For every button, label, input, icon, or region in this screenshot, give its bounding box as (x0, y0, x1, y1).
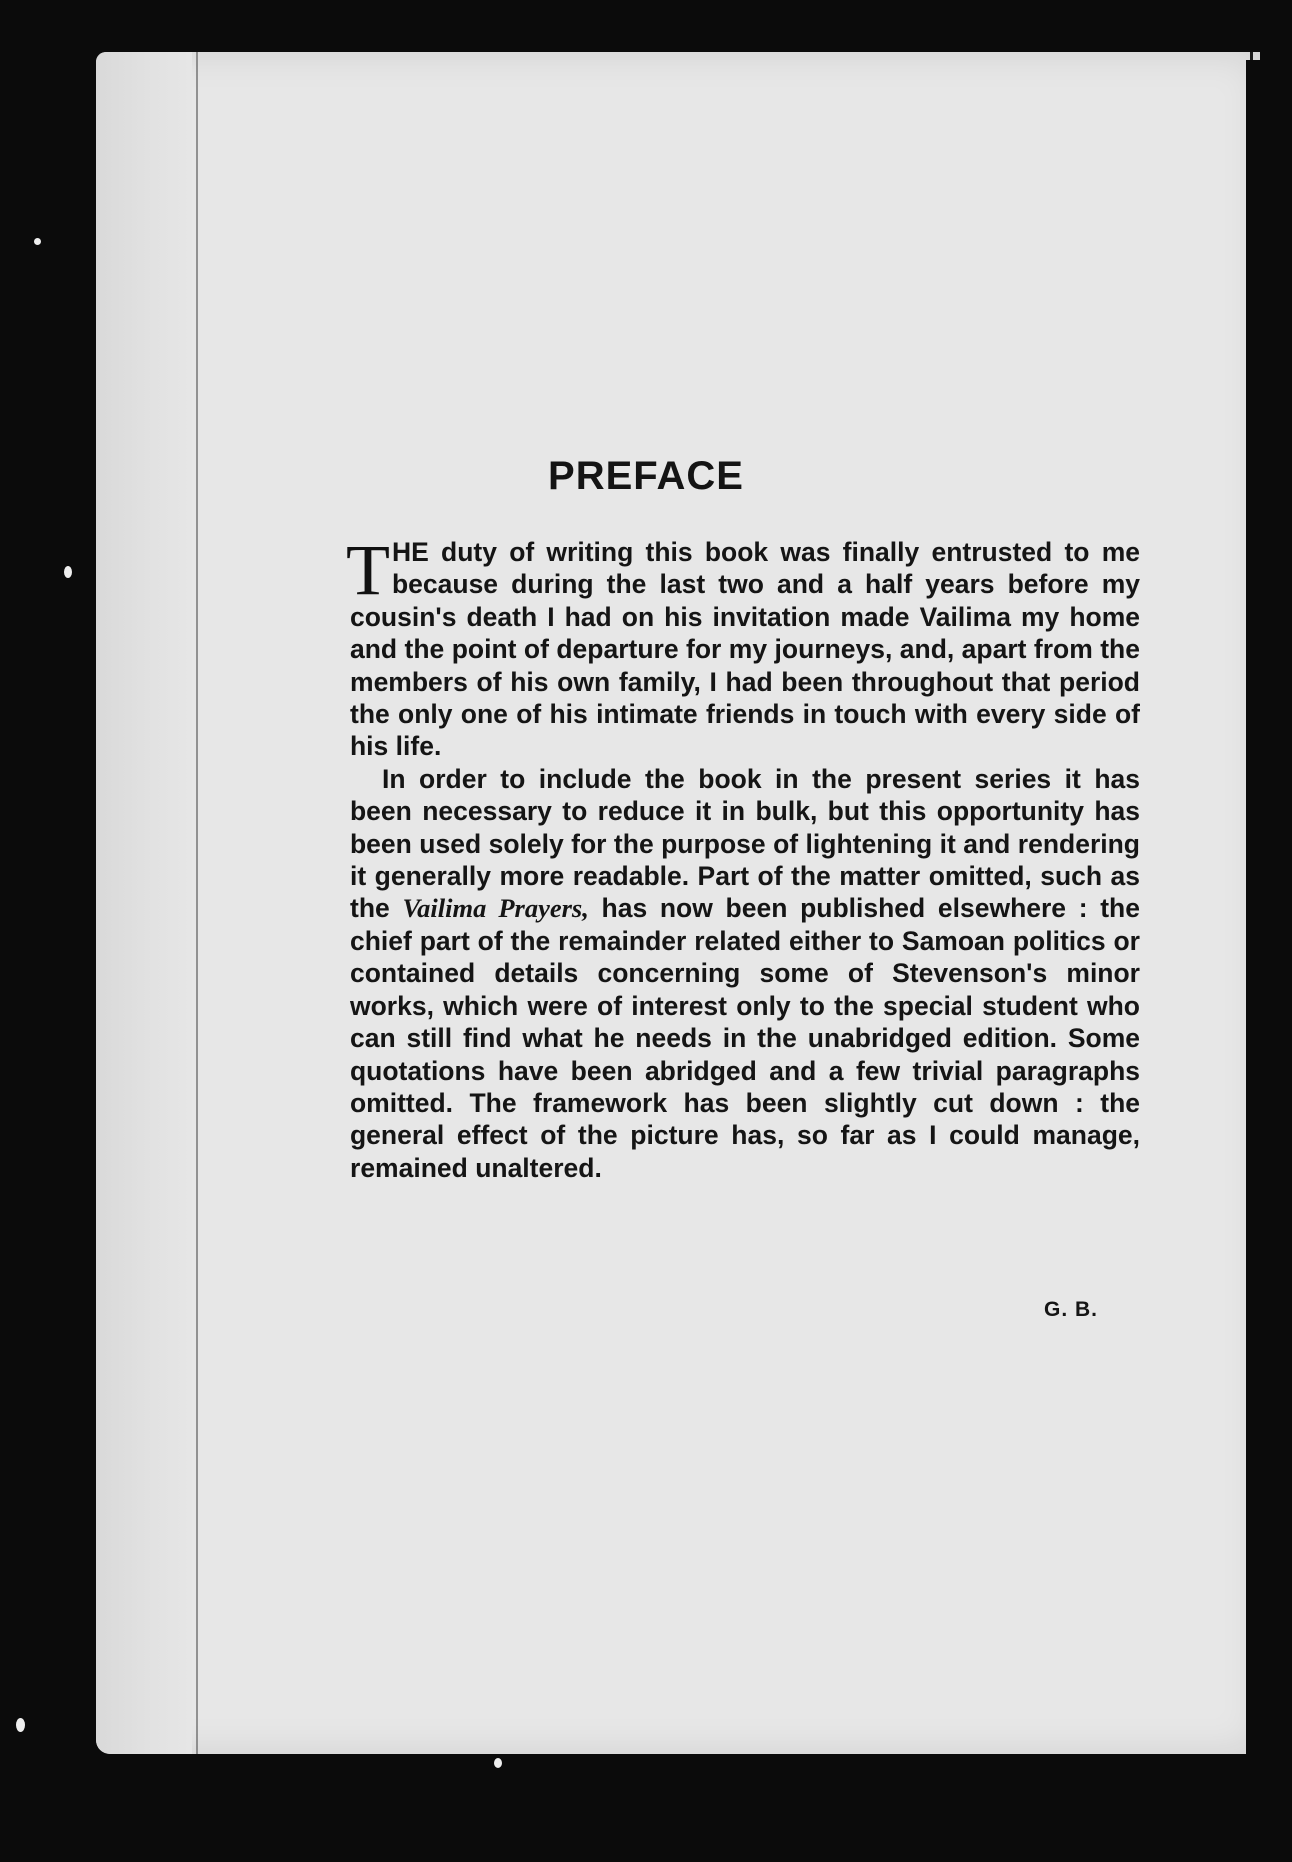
page-title: PREFACE (548, 454, 744, 498)
italic-book-title: Vailima Prayers, (402, 893, 589, 924)
preface-paragraph-2 (350, 763, 1140, 1184)
dust-speck (64, 566, 72, 578)
left-fold-line (196, 52, 198, 1754)
scan-right-border (1246, 60, 1292, 1760)
page-left-margin (96, 52, 192, 1754)
drop-cap: T (346, 530, 390, 610)
paragraph-2-text-start: In order to include the book in the present series it has been necessary to reduce it in bulk, but this opportunity has been used solely for the purpose of lightening it and rendering it generally more readable. Part of the matter omitted, such as the (350, 763, 1140, 924)
dust-speck (34, 238, 41, 245)
preface-paragraph-1 (346, 530, 1140, 763)
paragraph-1-text: HE duty of writing this book was finally entrusted to me because during the last two and a half years before my cousin's death I had on his invitation made Vailima my home and the point of departure for my journeys, and, apart from the members of his own family, I had been throughout that period the only one of his intimate friends in touch with every side of his life. (350, 537, 1140, 762)
dust-speck (16, 1718, 25, 1732)
paragraph-2-text-end: has now been published elsewhere : the chief part of the remainder related either to Samoan politics or contained details concerning some of Stevenson's minor works, which were of interest only to the special student who can still find what he needs in the unabridged edition. Some quotations have been abridged and a few trivial paragraphs omitted. The framework has been slightly cut down : the general effect of the picture has, so far as I could manage, remained unaltered. (350, 893, 1140, 1183)
dust-speck (494, 1758, 502, 1768)
author-initials: G. B. (1044, 1298, 1099, 1321)
preface-body (346, 530, 1140, 1184)
